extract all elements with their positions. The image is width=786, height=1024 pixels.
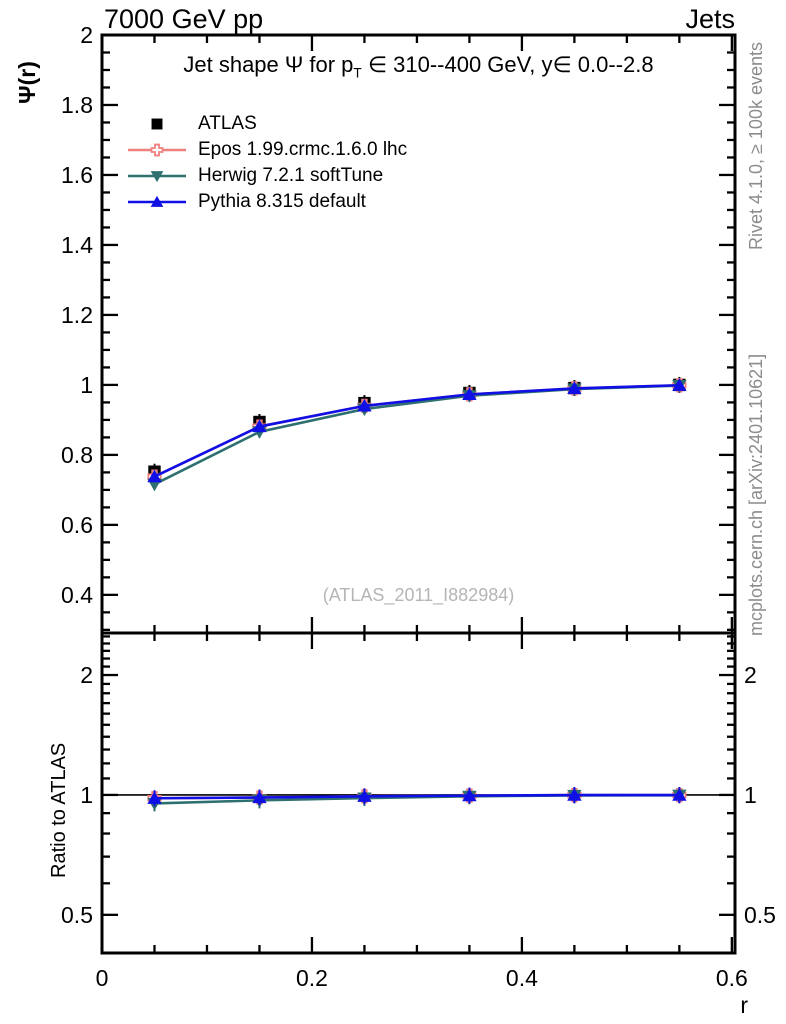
svg-text:2: 2 <box>80 22 93 48</box>
legend-item-atlas <box>128 111 407 137</box>
svg-text:0.6: 0.6 <box>61 511 93 538</box>
legend-item-herwig <box>128 163 407 189</box>
plot-title-subscript: T <box>353 65 362 81</box>
svg-text:0.2: 0.2 <box>295 965 328 991</box>
ratio-y-axis-title: Ratio to ATLAS <box>48 742 70 878</box>
svg-text:0.8: 0.8 <box>61 441 93 468</box>
analysis-group-label: Jets <box>685 4 735 34</box>
svg-text:0.4: 0.4 <box>505 965 538 991</box>
main-panel-series <box>147 377 686 491</box>
svg-text:1.8: 1.8 <box>61 91 93 118</box>
legend-item-label: ATLAS <box>198 113 257 134</box>
legend-item-label: Pythia 8.315 default <box>198 191 366 212</box>
svg-text:1: 1 <box>80 371 93 398</box>
svg-text:0.5: 0.5 <box>744 901 776 928</box>
analysis-id-watermark: (ATLAS_2011_I882984) <box>322 585 515 605</box>
rivet-version-note: Rivet 4.1.0, ≥ 100k events <box>746 42 766 250</box>
plot-title <box>102 52 735 80</box>
svg-text:0.4: 0.4 <box>61 581 93 608</box>
triangle-up-marker-icon <box>128 192 186 212</box>
svg-text:0.5: 0.5 <box>61 901 93 928</box>
beam-energy-label: 7000 GeV pp <box>104 4 264 34</box>
svg-text:0.6: 0.6 <box>715 965 748 991</box>
svg-text:2: 2 <box>80 662 93 689</box>
square-marker-icon <box>128 114 186 134</box>
svg-text:1: 1 <box>744 781 757 808</box>
svg-text:2: 2 <box>744 662 757 689</box>
legend <box>128 111 407 215</box>
legend-item-label: Epos 1.99.crmc.1.6.0 lhc <box>198 139 408 160</box>
x-axis-title: r <box>740 992 748 1018</box>
legend-item-epos <box>128 137 407 163</box>
plot-title-pre: Jet shape Ψ for p <box>183 52 354 77</box>
ratio-panel-series <box>102 787 735 811</box>
triangle-down-marker-icon <box>128 166 186 186</box>
ratio-panel-frame <box>102 633 735 953</box>
plot-title-post: ∈ 310--400 GeV, y∈ 0.0--2.8 <box>361 52 654 77</box>
svg-text:1.2: 1.2 <box>61 301 93 328</box>
main-y-axis-title: Ψ(r) <box>14 61 40 104</box>
svg-text:1.4: 1.4 <box>61 231 93 258</box>
svg-text:1: 1 <box>80 781 93 808</box>
open-plus-marker-icon <box>128 140 186 160</box>
mcplots-arxiv-note: mcplots.cern.ch [arXiv:2401.10621] <box>746 353 766 636</box>
svg-text:0: 0 <box>95 965 109 991</box>
svg-text:1.6: 1.6 <box>61 161 93 188</box>
legend-item-pythia <box>128 189 407 215</box>
legend-item-label: Herwig 7.2.1 softTune <box>198 165 384 186</box>
